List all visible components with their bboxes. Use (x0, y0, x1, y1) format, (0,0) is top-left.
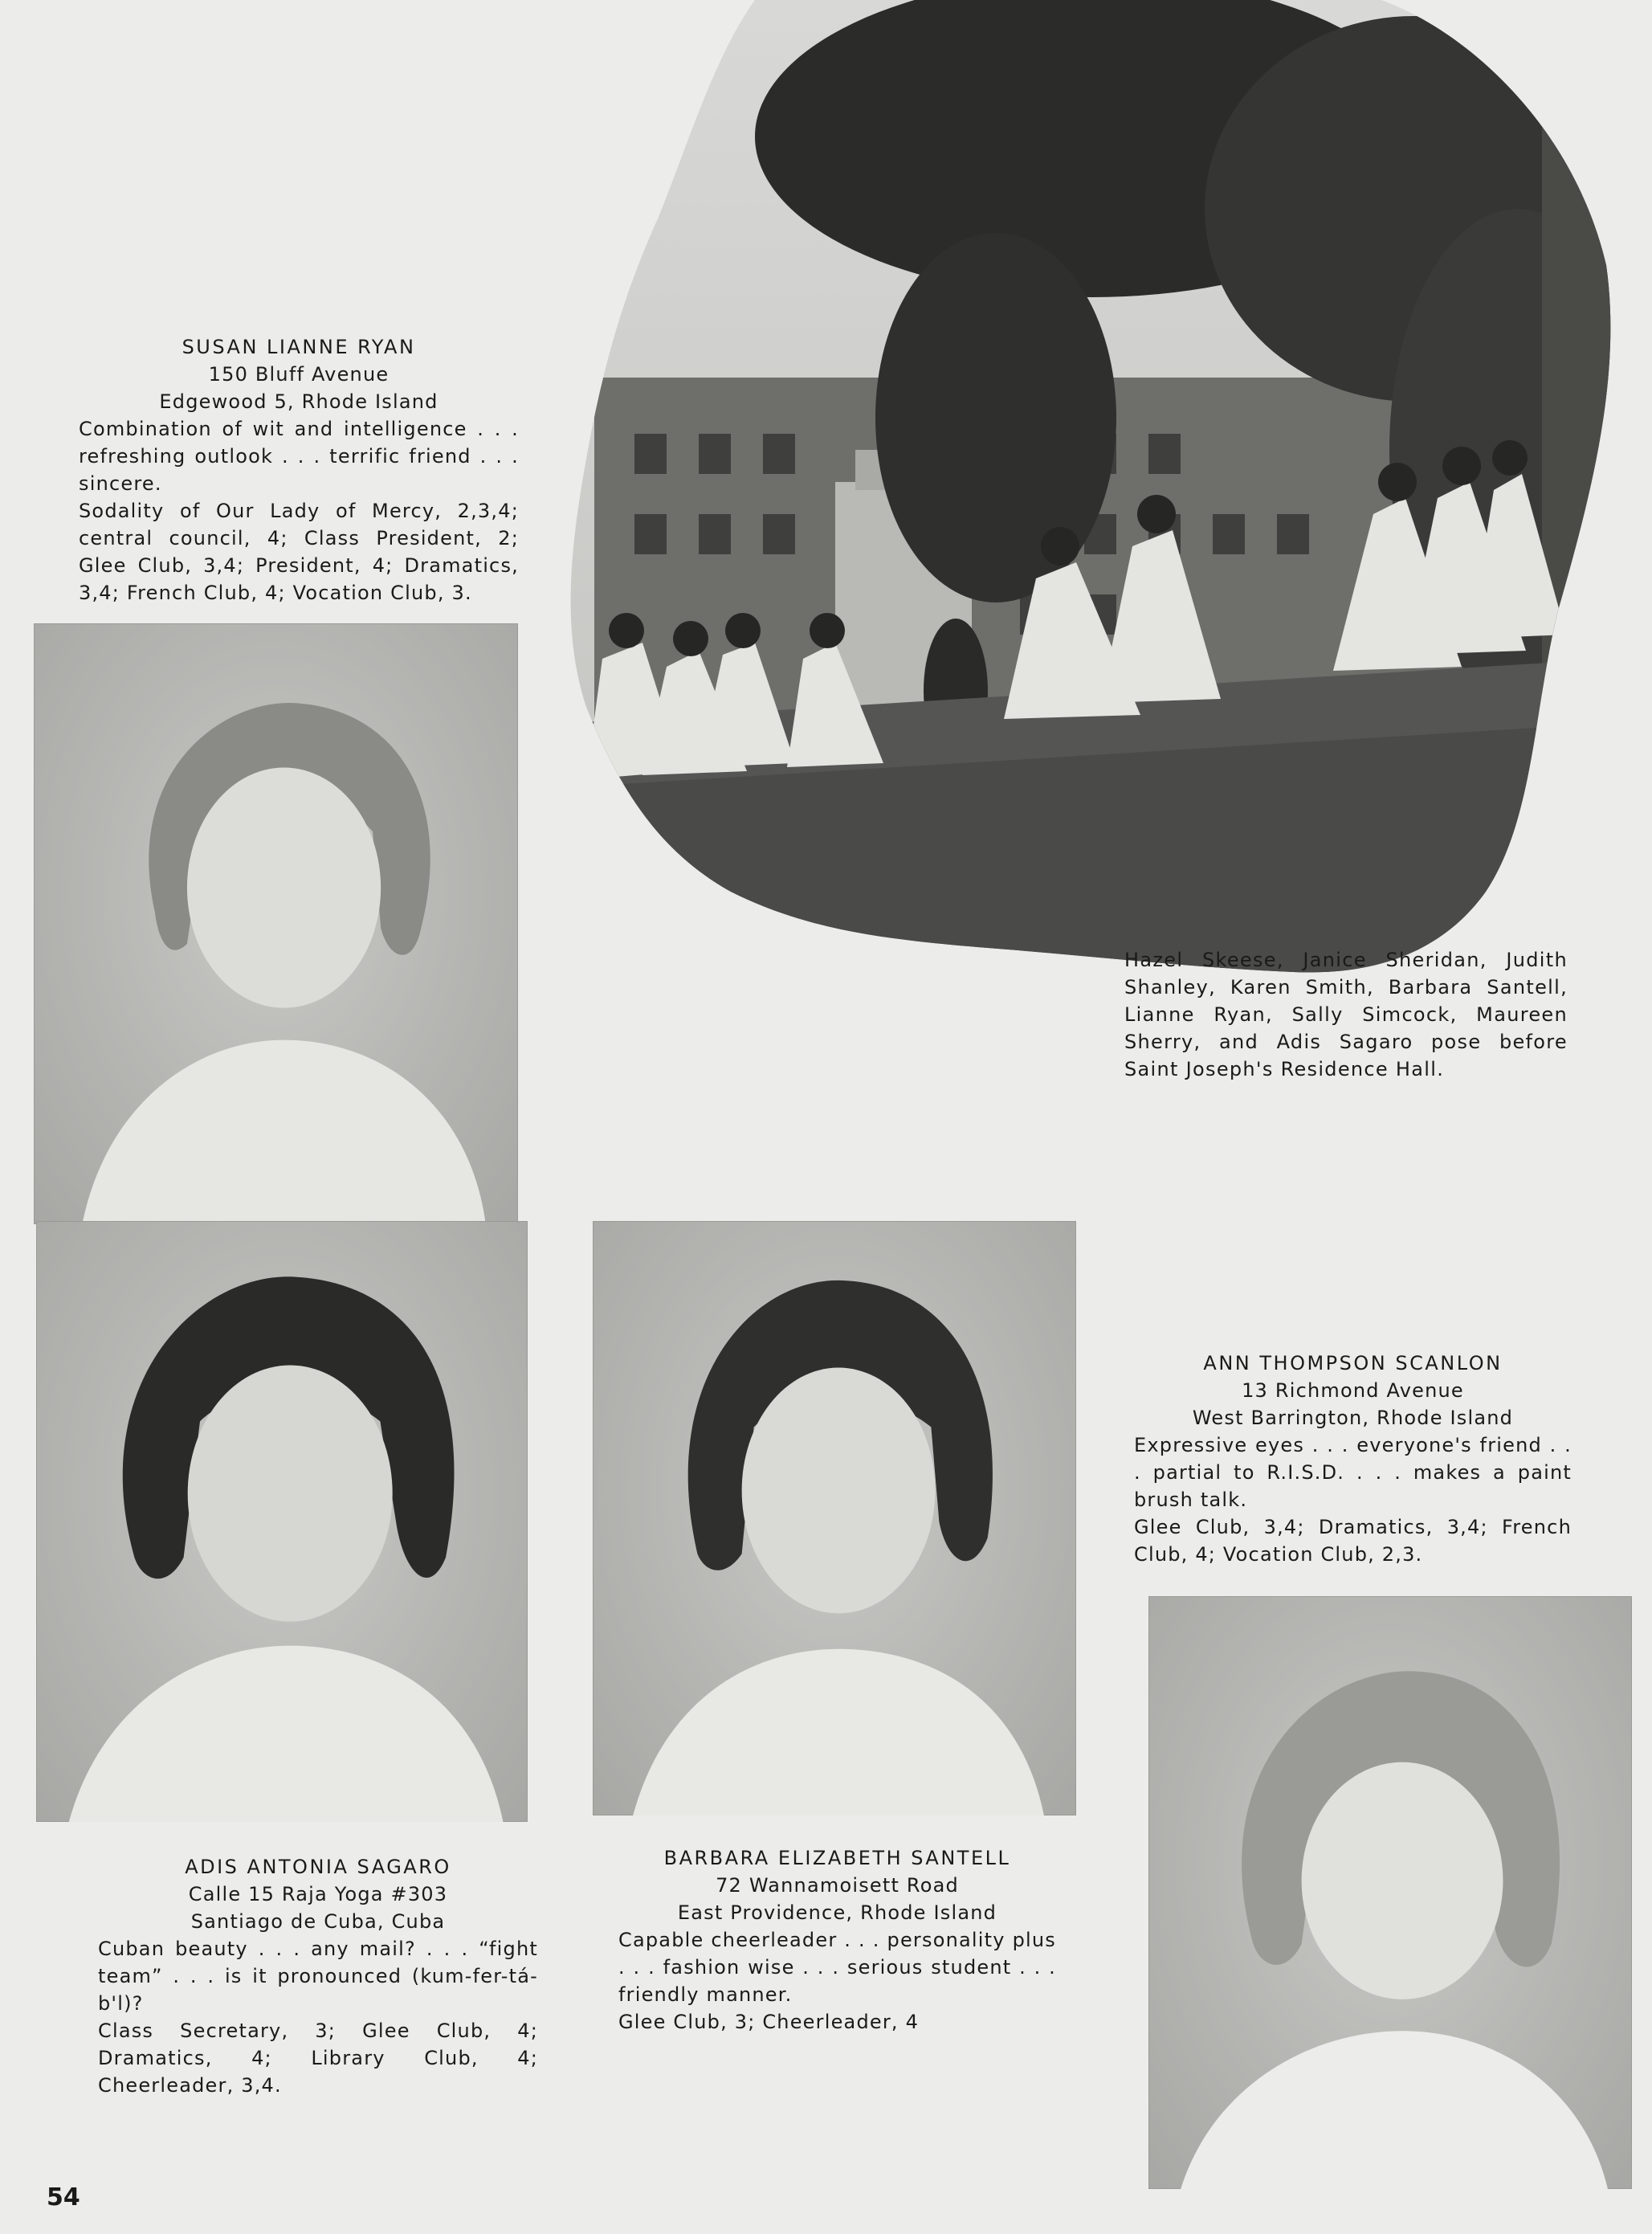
portrait-sagaro (36, 1221, 528, 1822)
student-address-line1: Calle 15 Raja Yoga #303 (188, 1883, 448, 1905)
student-activities: Glee Club, 3,4; Dramatics, 3,4; French Club, 4; Vocation Club, 2,3. (1134, 1516, 1572, 1566)
student-entry-ryan (79, 333, 519, 606)
page-number: 54 (47, 2183, 80, 2212)
student-description: Capable cheerleader . . . personality plus . . . fashion wise . . . serious student . . . friendly manner. (618, 1929, 1056, 2006)
student-description: Combination of wit and intelligence . . . refreshing outlook . . . terrific friend . . . sincere. (79, 418, 519, 495)
student-description: Expressive eyes . . . everyone's friend . . . partial to R.I.S.D. . . . makes a paint brush talk. (1134, 1434, 1572, 1511)
student-entry-santell (618, 1844, 1056, 2036)
portrait-santell (593, 1221, 1076, 1815)
student-activities: Glee Club, 3; Cheerleader, 4 (618, 2011, 920, 2033)
portrait-scanlon (1148, 1596, 1632, 2189)
student-activities: Class Secretary, 3; Glee Club, 4; Dramatics, 4; Library Club, 4; Cheerleader, 3,4. (98, 2020, 538, 2097)
student-address-line2: East Providence, Rhode Island (677, 1901, 997, 1924)
student-address-line2: West Barrington, Rhode Island (1192, 1407, 1514, 1429)
student-name: ANN THOMPSON SCANLON (1203, 1352, 1503, 1374)
student-name: ADIS ANTONIA SAGARO (185, 1856, 451, 1878)
student-name: BARBARA ELIZABETH SANTELL (663, 1847, 1011, 1869)
group-photo-caption: Hazel Skeese, Janice Sheridan, Judith Shanley, Karen Smith, Barbara Santell, Lianne Ryan, Sally Simcock, Maureen Sherry, and Adis Sagaro pose before Saint Joseph's Residence Hall. (1124, 949, 1568, 1080)
student-address-line1: 150 Bluff Avenue (208, 363, 390, 386)
student-address-line2: Edgewood 5, Rhode Island (159, 390, 438, 413)
group-photo (570, 0, 1614, 976)
student-entry-scanlon (1134, 1350, 1572, 1568)
student-address-line1: 72 Wannamoisett Road (716, 1874, 959, 1897)
student-address-line1: 13 Richmond Avenue (1242, 1379, 1464, 1402)
student-activities: Sodality of Our Lady of Mercy, 2,3,4; central council, 4; Class President, 2; Glee Club, 3,4; President, 4; Dramatics, 3,4; French Club, 4; Vocation Club, 3. (79, 500, 519, 604)
student-description: Cuban beauty . . . any mail? . . . “fight team” . . . is it pronounced (kum-fer-tá-b'l)? (98, 1938, 538, 2015)
student-entry-sagaro (98, 1853, 538, 2099)
student-address-line2: Santiago de Cuba, Cuba (190, 1910, 446, 1933)
student-name: SUSAN LIANNE RYAN (182, 336, 416, 358)
portrait-ryan (34, 623, 518, 1224)
